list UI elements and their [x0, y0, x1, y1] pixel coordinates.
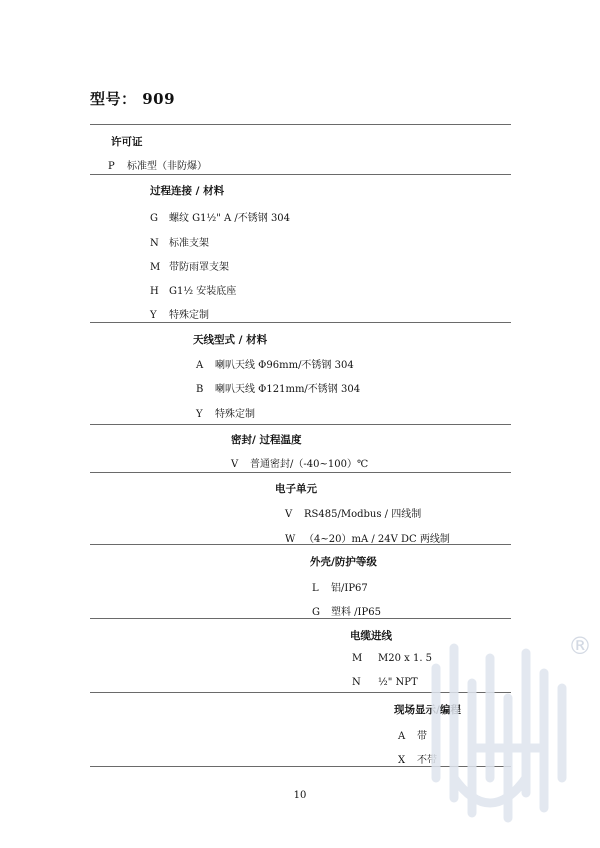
section-heading-local-display: 现场显示/编程 — [394, 704, 461, 716]
section-heading-housing: 外壳/防护等级 — [310, 556, 377, 568]
option-code: X — [398, 755, 406, 766]
option-row — [196, 356, 354, 371]
option-code: G — [312, 607, 320, 618]
rule — [90, 124, 511, 125]
option-text: 不带 — [417, 755, 437, 766]
option-code: V — [231, 459, 239, 470]
option-code: W — [285, 534, 296, 545]
option-text: 特殊定制 — [169, 310, 209, 321]
rule — [90, 618, 511, 619]
option-row — [150, 234, 209, 249]
option-text: G1½ 安装底座 — [169, 286, 237, 297]
section-heading-process-connection: 过程连接 / 材料 — [150, 185, 225, 197]
option-code: N — [352, 677, 361, 688]
option-code: M — [150, 262, 161, 273]
option-text: 塑料 /IP65 — [331, 607, 381, 618]
model-title: 型号： 909 — [90, 90, 176, 108]
option-text: 喇叭天线 Φ121mm/不锈钢 304 — [215, 384, 361, 395]
option-row — [150, 258, 229, 273]
option-text: 标准支架 — [169, 238, 209, 249]
option-text: 喇叭天线 Φ96mm/不锈钢 304 — [215, 360, 354, 371]
option-code: N — [150, 238, 159, 249]
option-text: 标准型（非防爆） — [127, 161, 207, 172]
section-heading-license: 许可证 — [111, 136, 143, 148]
option-code: M — [352, 653, 363, 664]
option-code: B — [196, 384, 204, 395]
option-row — [150, 306, 209, 321]
option-text: 特殊定制 — [215, 409, 255, 420]
option-text: 带防雨罩支架 — [169, 262, 229, 273]
section-heading-seal-temperature: 密封/ 过程温度 — [231, 434, 302, 446]
option-text: （4~20）mA / 24V DC 两线制 — [304, 534, 450, 545]
registered-mark: ® — [568, 632, 592, 660]
option-text: ½" NPT — [378, 677, 418, 688]
rule — [90, 322, 511, 323]
option-code: A — [398, 731, 406, 742]
option-code: H — [150, 286, 159, 297]
option-row — [312, 603, 381, 618]
option-code: P — [108, 161, 115, 172]
section-heading-antenna: 天线型式 / 材料 — [193, 334, 268, 346]
option-code: Y — [196, 409, 203, 420]
rule — [90, 424, 511, 425]
option-row — [312, 579, 368, 594]
option-row — [196, 380, 360, 395]
option-text: 普通密封/（-40~100）℃ — [250, 459, 369, 470]
rule — [90, 174, 511, 175]
option-row — [196, 405, 255, 420]
option-row — [352, 677, 418, 688]
option-text: RS485/Modbus / 四线制 — [304, 509, 422, 520]
rule — [90, 472, 511, 473]
option-text: 螺纹 G1½" A /不锈钢 304 — [169, 213, 291, 224]
option-text: 铝/IP67 — [331, 583, 368, 594]
page-number: 10 — [293, 790, 307, 801]
section-heading-electronics: 电子单元 — [275, 483, 317, 495]
option-row — [150, 282, 236, 297]
option-row — [285, 530, 450, 545]
option-row — [285, 505, 421, 520]
option-text: 带 — [417, 731, 427, 742]
option-code: L — [312, 583, 319, 594]
section-heading-cable-entry: 电缆进线 — [350, 630, 392, 642]
option-code: A — [196, 360, 204, 371]
option-code: Y — [150, 310, 157, 321]
option-text: M20 x 1. 5 — [378, 653, 433, 664]
option-code: G — [150, 213, 158, 224]
option-row — [150, 209, 290, 224]
option-row — [231, 455, 368, 470]
option-row — [108, 157, 207, 172]
option-row — [352, 653, 432, 664]
option-code: V — [285, 509, 293, 520]
